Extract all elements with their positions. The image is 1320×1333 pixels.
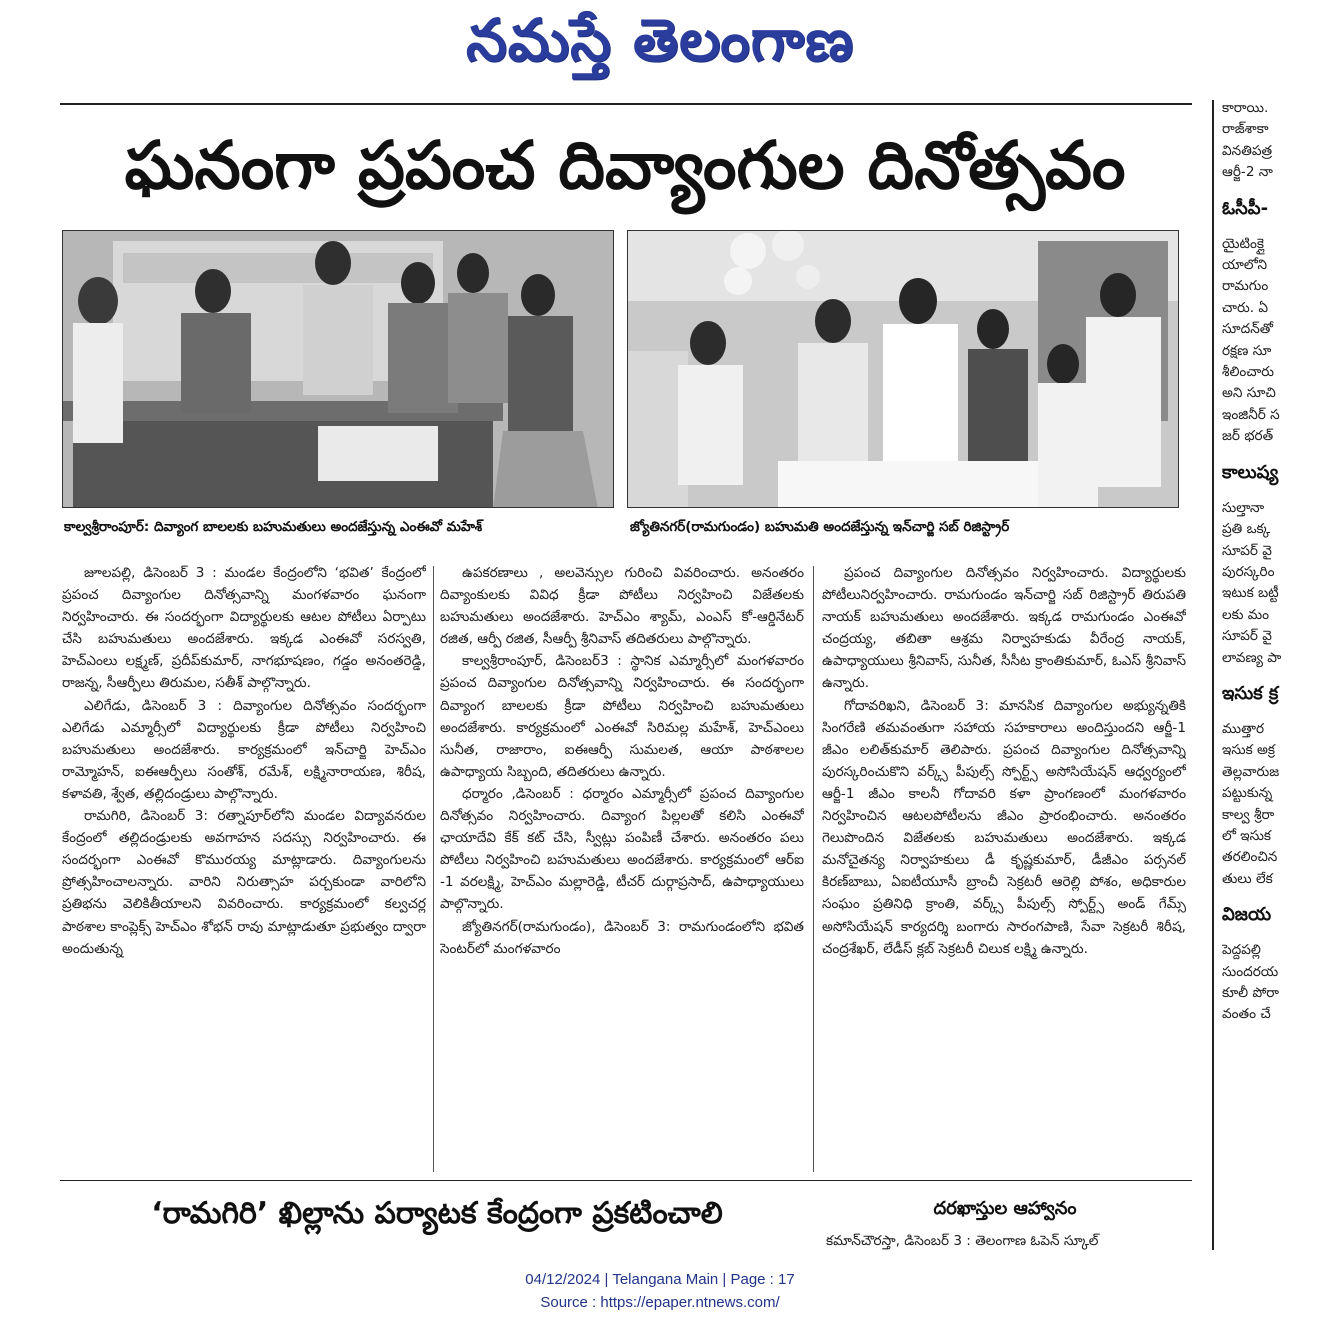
side-text-line: సుల్తానా bbox=[1222, 499, 1265, 516]
side-headline: కాలుష్య bbox=[1222, 461, 1279, 483]
news-photo-left bbox=[62, 230, 614, 508]
photo-caption-left: కాల్వశ్రీరాంపూర్: దివ్యాంగ బాలలకు బహుమతులు అందజేస్తున్న ఎంఈవో మహేశ్ bbox=[64, 519, 483, 535]
newspaper-logo-title: నమస్తే తెలంగాణ bbox=[466, 6, 854, 74]
page-footer bbox=[0, 1268, 1320, 1314]
column-rule-right bbox=[1212, 100, 1214, 1250]
side-text-line: రామగుం bbox=[1222, 278, 1269, 295]
side-text-line: వంతం చే bbox=[1222, 1006, 1271, 1023]
side-text-line: లకు మం bbox=[1222, 606, 1270, 623]
article-paragraph: జ్యోతినగర్(రామగుండం), డిసెంబర్ 3: రామగుండంలోని భవిత సెంటర్‌లో మంగళవారం bbox=[440, 918, 804, 957]
side-text-line: తరలించిన bbox=[1222, 849, 1278, 866]
side-text-line: పట్టుకున్న bbox=[1222, 785, 1273, 802]
side-text-line: పురస్కరిం bbox=[1222, 563, 1275, 580]
side-text-line: సూపర్ వై bbox=[1222, 542, 1272, 559]
side-text-line: లో ఇసుక bbox=[1222, 827, 1272, 844]
notice-text: కమాన్‌చౌరస్తా, డిసెంబర్ 3 : తెలంగాణ ఓపెన్ స్కూల్ bbox=[826, 1233, 1099, 1249]
masthead bbox=[0, 4, 1320, 76]
side-text-line: కూలీ పోరా bbox=[1222, 985, 1280, 1001]
footer-source-link[interactable]: Source : https://epaper.ntnews.com/ bbox=[540, 1294, 780, 1311]
side-text-line: సూపర్ వై bbox=[1222, 628, 1272, 645]
side-text-line: ఇసుక అక్ర bbox=[1222, 742, 1276, 759]
footer-date-page: 04/12/2024 | Telangana Main | Page : 17 bbox=[525, 1271, 795, 1288]
secondary-headline: ‘రామగిరి’ ఖిల్లాను పర్యాటక కేంద్రంగా ప్రకటించాలి bbox=[151, 1196, 723, 1231]
article-paragraph: జూలపల్లి, డిసెంబర్ 3 : మండల కేంద్రంలోని ‘భవిత’ కేంద్రంలో ప్రపంచ దివ్యాంగుల దినోత్సవాన్ని మంగళవారం ఘనంగా నిర్వహించారు. ఈ సందర్భంగా విద్యార్థులకు ఆటల పోటీలు ఏర్పాటు చేసి బహుమతులు అందజేశారు. ఇక్కడ ఎంఈవో సరస్వతి, హెచ్‌ఎంలు లక్ష్మణ్, ప్రదీప్‌కుమార్, నాగభూషణం, గడ్డం అనంతరెడ్డి, రాజన్న, సీఆర్పీలు తిరుమల, సతీశ్ పాల్గొన్నారు. bbox=[62, 565, 426, 692]
side-text-line: తెల్లవారుజ bbox=[1222, 763, 1280, 780]
side-text-line: సూదన్‌తో bbox=[1222, 321, 1274, 338]
news-photo-right bbox=[627, 230, 1179, 508]
side-text-line: శీలించారు bbox=[1222, 364, 1274, 381]
side-headline: ఇసుక క్ర bbox=[1222, 682, 1279, 704]
side-text-line: ఇంజినీర్ స bbox=[1222, 406, 1280, 423]
article-paragraph: ధర్మారం ,డిసెంబర్ : ధర్మారం ఎమ్మార్సీలో ప్రపంచ దివ్యాంగుల దినోత్సవం నిర్వహించారు. దివ్యాంగ పిల్లలతో కలిసి ఎంఈవో ఛాయాదేవి కేక్ కట్ చేసి, స్వీట్లు పంపిణీ చేశారు. అనంతరం పలు పోటీలు నిర్వహించి బహుమతులు అందజేశారు. కార్యక్రమంలో ఆర్ఐ -1 వరలక్ష్మి, హెచ్‌ఎం మల్లారెడ్డి, టీచర్ దుర్గాప్రసాద్, ఉపాధ్యాయులు పాల్గొన్నారు. bbox=[440, 785, 804, 913]
side-text-line: వినతిపత్ర bbox=[1222, 142, 1273, 159]
side-text-line: చారు. ఏ bbox=[1222, 299, 1269, 316]
photo-caption-right: జ్యోతినగర్(రామగుండం) బహుమతి అందజేస్తున్న ఇన్‌చార్జి సబ్ రిజిస్ట్రార్ bbox=[630, 519, 1010, 535]
article-column-2 bbox=[440, 562, 804, 1174]
side-text-line: ముత్తార bbox=[1222, 720, 1265, 737]
side-text-line: తులు లేక bbox=[1222, 870, 1273, 887]
article-paragraph: రామగిరి, డిసెంబర్ 3: రత్నాపూర్‌లోని మండల విద్యావనరుల కేంద్రంలో తల్లిదండ్రులకు అవగాహన సదస్సు నిర్వహించారు. ఈ సందర్భంగా ఎంఈవో కొమురయ్య మాట్లాడారు. దివ్యాంగులను ప్రోత్సహించాలన్నారు. వారిని నిరుత్సాహ పర్చకుండా వారిలోని ప్రతిభను వెలికితీయాలని వివరించారు. కార్యక్రమంలో కల్వచర్ల పాఠశాల కాంప్లెక్స్ హెచ్‌ఎం శోభన్ రావు మాట్లాడుతూ ప్రభుత్వం ద్వారా అందుతున్న bbox=[62, 808, 426, 957]
side-text-line: ఇటుక బట్టీ bbox=[1222, 585, 1279, 602]
top-rule bbox=[60, 103, 1192, 105]
side-text-line: యాలోని bbox=[1222, 257, 1268, 274]
side-text-line: ప్రతి ఒక్క bbox=[1222, 521, 1271, 538]
column-divider bbox=[813, 566, 814, 1172]
side-headline: విజయ bbox=[1222, 904, 1272, 926]
article-paragraph: ప్రపంచ దివ్యాంగుల దినోత్సవం నిర్వహించారు. విద్యార్థులకు పోటీలునిర్వహించారు. రామగుండం ఇన్‌చార్జి సబ్ రిజిస్ట్రార్ తిరుపతి నాయక్ బహుమతులు అందజేశారు. ఇక్కడ రామగుండం ఎంఈవో చంద్రయ్య, తబితా ఆశ్రమ నిర్వాహకుడు వీరేంద్ర నాయక్, ఉపాధ్యాయులు శ్రీనివాస్, సునీత, సీసీట క్రాంతికుమార్, ఓఎస్ శ్రీనివాస్ ఉన్నారు. bbox=[822, 565, 1186, 692]
notice-title: దరఖాస్తుల ఆహ్వానం bbox=[933, 1198, 1077, 1219]
side-text-line: యైటింక్లై bbox=[1222, 235, 1264, 252]
article-paragraph: గోదావరిఖని, డిసెంబర్ 3: మానసిక దివ్యాంగుల అభ్యున్నతికి సింగరేణి తమవంతుగా సహాయ సహకారాలు అందిస్తుందని ఆర్జీ-1 జీఎం లలిత్‌కుమార్ తెలిపారు. ప్రపంచ దివ్యాంగుల దినోత్సవాన్ని పురస్కరించుకొని వర్క్స్ పీపుల్స్ స్పోర్ట్స్ అసోసియేషన్ ఆధ్వర్యంలో ఆర్జీ-1 జీఎం కాలనీ గోదావరి కళా ప్రాంగణంలో మంగళవారం నిర్వహించిన ఆటలపోటీలను జీఎం ప్రారంభించారు. అనంతరం గెలుపొందిన విజేతలకు బహుమతులు అందజేశారు. ఇక్కడ మనోచైతన్య నిర్వాహకులు డీ కృష్ణకుమార్, డీజీఎం పర్సనల్ కిరణ్‌బాబు, ఏఐటీయూసీ బ్రాంచీ సెక్రటరీ ఆరెల్లి పోశం, అధికారుల సంఘం ప్రతినిధి క్రాంతి, వర్క్స్ పీపుల్స్ స్పోర్ట్స్ అండ్ గేమ్స్ అసోసియేషన్ కార్యదర్శి బంగారు సారంగపాణి, సేవా సెక్రటరీ శిరీష, చంద్రశేఖర్, లేడీస్ క్లబ్ సెక్రటరీ చిలుక లక్ష్మి ఉన్నారు. bbox=[822, 697, 1186, 957]
side-text-line: ఆర్జీ-2 నా bbox=[1222, 164, 1273, 181]
article-paragraph: కాల్వశ్రీరాంపూర్, డిసెంబర్3 : స్థానిక ఎమ్మార్సీలో మంగళవారం ప్రపంచ దివ్యాంగుల దినోత్సవాన్ని నిర్వహించారు. ఈ సందర్భంగా దివ్యాంగ బాలలకు క్రీడా పోటీలు నిర్వహించి బహుమతులు అందజేశారు. కార్యక్రమంలో ఎంఈవో సిరిమల్ల మహేశ్, హెచ్‌ఎంలు సునీత, రాజారాం, ఐఈఆర్పీ సుమలత, ఆయా పాఠశాలల ఉపాధ్యాయ సిబ్బంది, తదితరులు ఉన్నారు. bbox=[440, 653, 804, 780]
side-headline: ఓసీపీ- bbox=[1222, 197, 1269, 219]
bottom-rule bbox=[60, 1180, 1192, 1181]
side-text-line: కారాయి. bbox=[1222, 100, 1269, 116]
side-text-line: రాజ్‌శాకా bbox=[1222, 121, 1269, 138]
article-column-1 bbox=[62, 562, 426, 1174]
side-text-line: పెద్దపల్లి bbox=[1222, 942, 1261, 959]
adjacent-column-cutoff bbox=[1222, 98, 1320, 1258]
side-text-line: సుందరయ bbox=[1222, 963, 1279, 980]
article-paragraph: ఎలిగేడు, డిసెంబర్ 3 : దివ్యాంగుల దినోత్సవం సందర్భంగా ఎలిగేడు ఎమ్మార్సీలో విద్యార్థులకు క్రీడా పోటీలు నిర్వహించి బహుమతులు అందజేశారు. కార్యక్రమంలో ఇన్‌చార్జి హెచ్‌ఎం రామ్మోహన్, ఐఈఆర్పీలు సంతోశ్, రమేశ్, లక్ష్మినారాయణ, శిరీష, కళావతి, శ్వేత, తల్లిదండ్రులు పాల్గొన్నారు. bbox=[62, 697, 426, 802]
side-text-line: జర్ భరత్ bbox=[1222, 428, 1274, 445]
article-column-3 bbox=[822, 562, 1186, 1174]
article-paragraph: ఉపకరణాలు , అలవెన్సుల గురించి వివరించారు. అనంతరం దివ్యాంకులకు వివిధ క్రీడా పోటీలు నిర్వహించి విజేతలకు బహుమతులు అందజేశారు. హెచ్‌ఎం శ్యామ్, ఎంఎస్ కో-ఆర్డినేటర్ రజిత, ఆర్పీ రజిత, సీఆర్పీ శ్రీనివాస్ తదితరులు పాల్గొన్నారు. bbox=[440, 565, 804, 648]
side-text-line: అని సూచి bbox=[1222, 385, 1276, 402]
side-text-line: రక్షణ సూ bbox=[1222, 342, 1272, 359]
side-text-line: లావణ్య పా bbox=[1222, 649, 1282, 666]
column-divider bbox=[433, 566, 434, 1172]
side-text-line: కాల్వ శ్రీరా bbox=[1222, 806, 1275, 823]
main-headline: ఘనంగా ప్రపంచ దివ్యాంగుల దినోత్సవం bbox=[124, 127, 1126, 204]
